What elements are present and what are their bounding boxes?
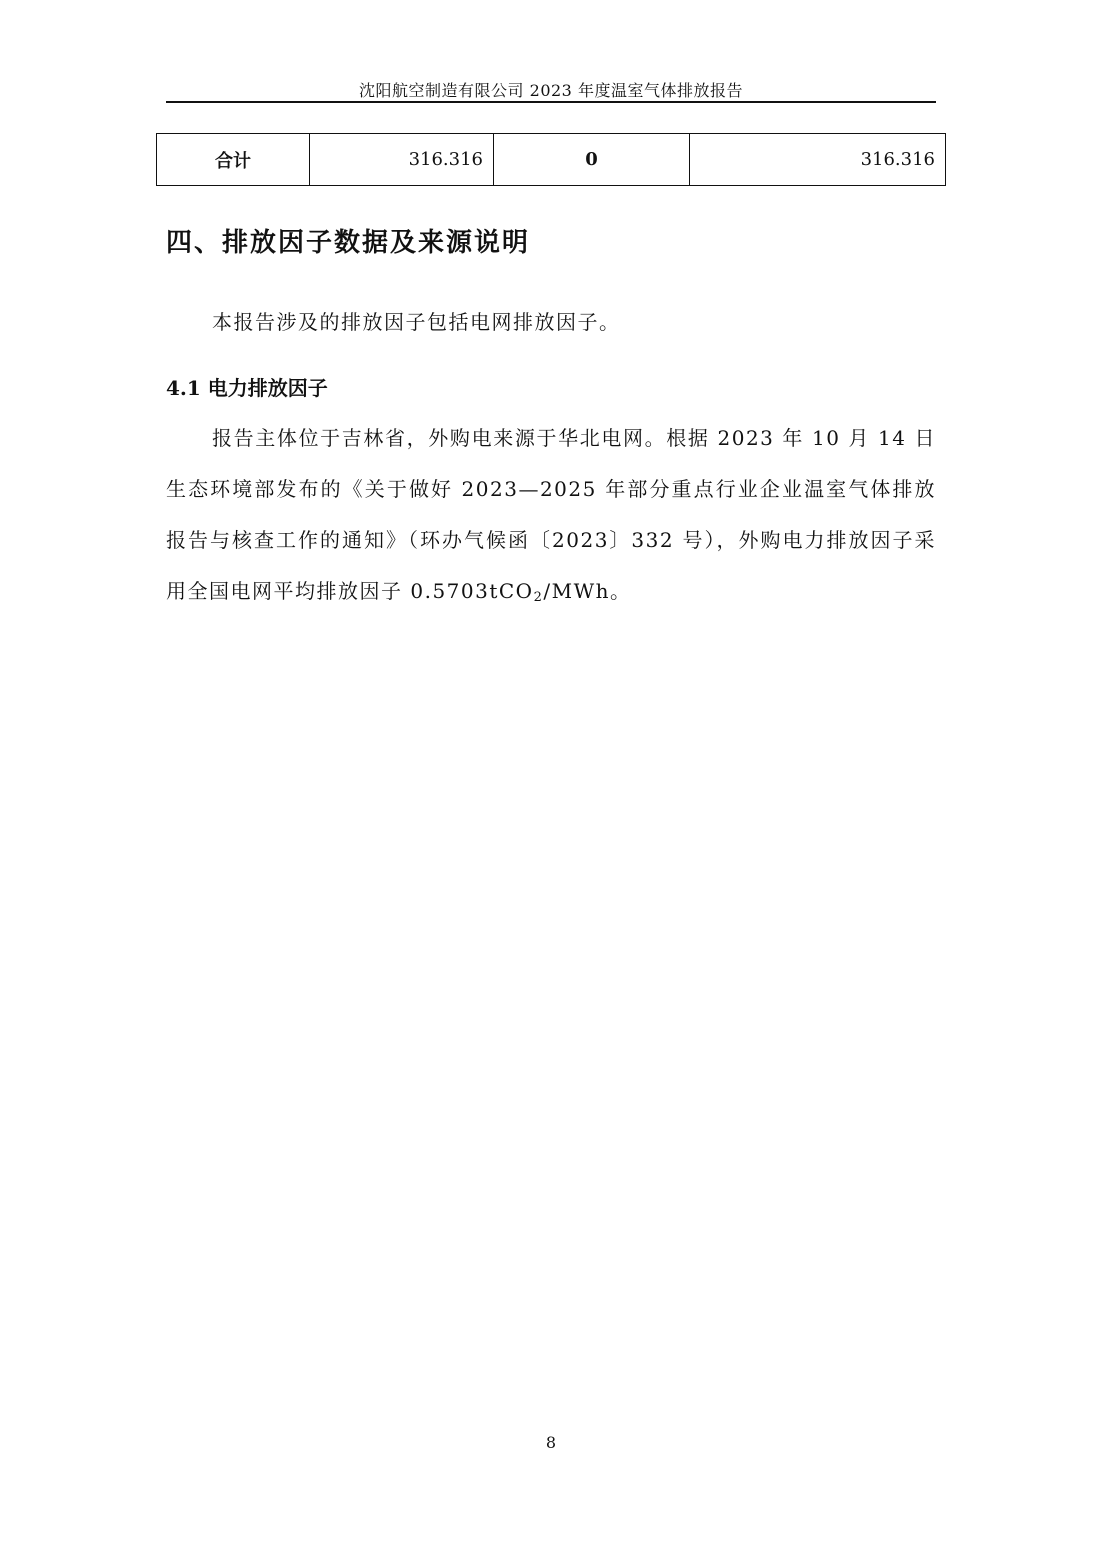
paragraph-text: 报告主体位于吉林省，外购电来源于华北电网。根据 2023 年 10 月 14 日生态环境部发布的《关于做好 2023—2025 年部分重点行业企业温室气体排放报告与核查工作的通知》（环办气候函〔2023〕332 号），外购电力排放因子采用全国电网平均排放因子 0.5703tCO xyxy=(166,426,936,603)
paragraph-text-end: /MWh。 xyxy=(543,579,632,603)
total-table xyxy=(156,133,946,186)
page-number: 8 xyxy=(545,1433,557,1452)
section-intro-paragraph: 本报告涉及的排放因子包括电网排放因子。 xyxy=(212,310,621,334)
subsection-heading: 4.1 电力排放因子 xyxy=(166,376,328,400)
total-value-2-cell: 0 xyxy=(494,134,690,186)
total-label-cell: 合计 xyxy=(157,134,310,186)
section-heading: 四、排放因子数据及来源说明 xyxy=(166,228,531,258)
co2-subscript: 2 xyxy=(533,590,544,605)
table-row xyxy=(157,134,946,186)
subsection-paragraph xyxy=(166,413,936,617)
total-value-1-cell: 316.316 xyxy=(310,134,494,186)
total-value-3-cell: 316.316 xyxy=(690,134,946,186)
header-rule xyxy=(166,101,936,103)
page-header-title: 沈阳航空制造有限公司 2023 年度温室气体排放报告 xyxy=(359,81,743,100)
